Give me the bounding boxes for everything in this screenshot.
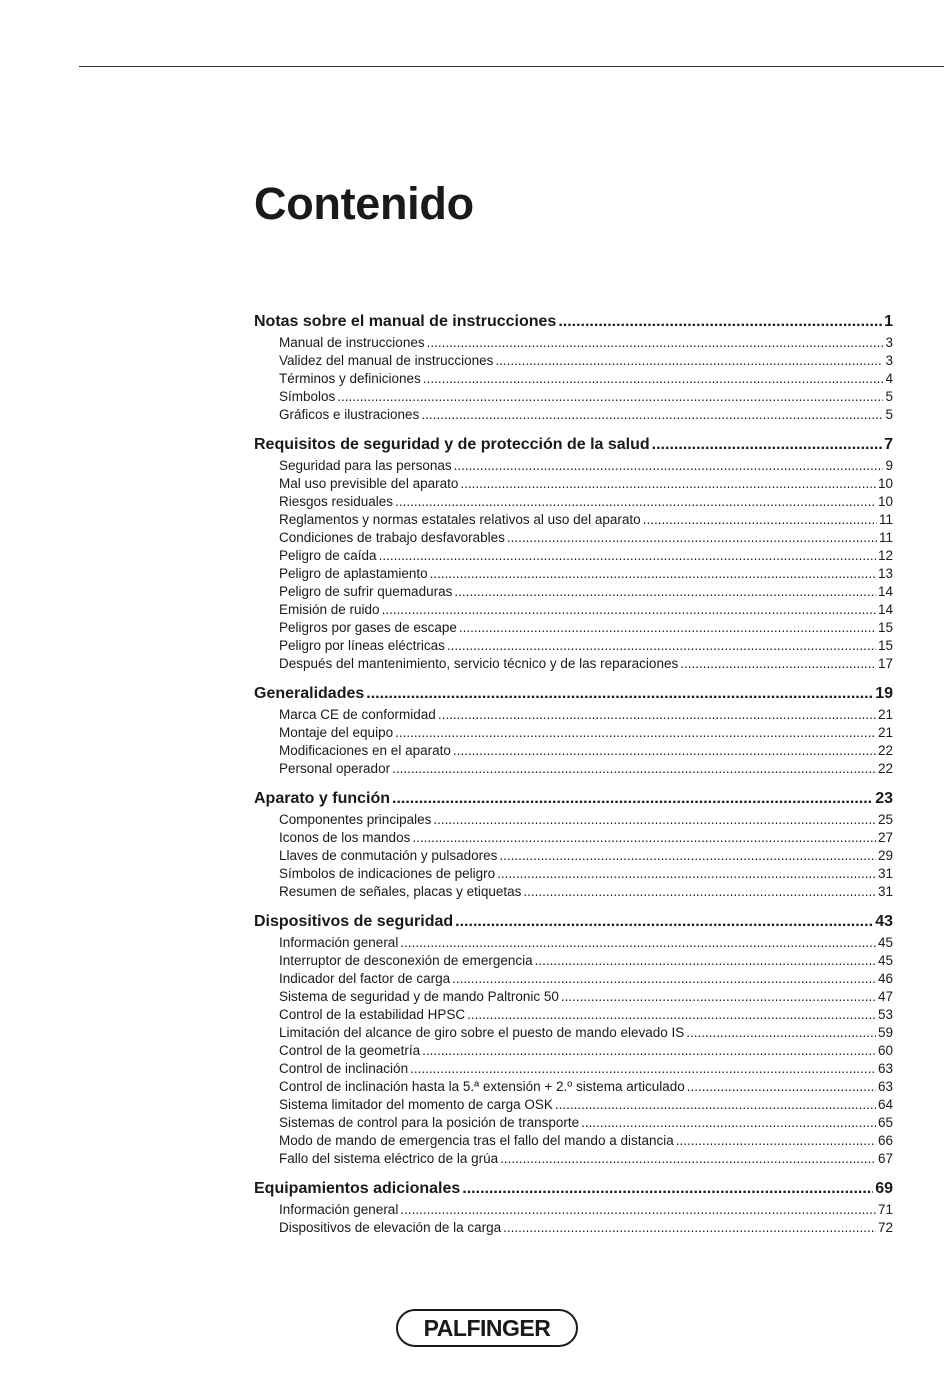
dot-leader	[676, 1133, 876, 1148]
toc-entry-title: Resumen de señales, placas y etiquetas	[279, 884, 522, 899]
toc-entry[interactable]	[254, 353, 893, 371]
toc-section	[254, 913, 893, 1169]
dot-leader	[561, 989, 876, 1004]
toc-entry-page: 15	[877, 638, 893, 653]
toc-chapter-title: Notas sobre el manual de instrucciones	[254, 313, 557, 330]
toc-entry-title: Información general	[279, 935, 399, 950]
toc-entry-page: 71	[877, 1202, 893, 1217]
toc-entry-page: 13	[877, 566, 893, 581]
toc-entry-page: 63	[877, 1061, 893, 1076]
dot-leader	[581, 1115, 876, 1130]
dot-leader	[460, 476, 876, 491]
toc-entry-page: 3	[885, 353, 893, 368]
toc-entry-page: 22	[877, 743, 893, 758]
toc-chapter[interactable]	[254, 436, 893, 458]
toc-entry-page: 59	[877, 1025, 893, 1040]
toc-entry[interactable]	[254, 602, 893, 620]
toc-entry[interactable]	[254, 1025, 893, 1043]
dot-leader	[503, 1220, 876, 1235]
toc-entry-title: Seguridad para las personas	[279, 458, 452, 473]
toc-chapter-page: 19	[875, 685, 893, 702]
dot-leader	[523, 884, 876, 899]
toc-entry-title: Peligro de aplastamiento	[279, 566, 428, 581]
toc-entry-title: Manual de instrucciones	[279, 335, 425, 350]
toc-entry-title: Peligro de caída	[279, 548, 377, 563]
dot-leader	[410, 1061, 876, 1076]
dot-leader	[382, 602, 876, 617]
toc-entry[interactable]	[254, 1007, 893, 1025]
dot-leader	[499, 848, 876, 863]
toc-entry-page: 11	[878, 512, 893, 527]
dot-leader	[447, 638, 876, 653]
dot-leader	[379, 548, 876, 563]
toc-entry-page: 10	[877, 494, 893, 509]
toc-entry-title: Iconos de los mandos	[279, 830, 411, 845]
toc-entry-page: 21	[877, 707, 893, 722]
toc-entry-page: 5	[885, 407, 893, 422]
toc-entry[interactable]	[254, 638, 893, 656]
toc-chapter-page: 43	[875, 913, 893, 930]
dot-leader	[427, 335, 884, 350]
toc-entry[interactable]	[254, 371, 893, 389]
toc-entry[interactable]	[254, 1061, 893, 1079]
toc-entry[interactable]	[254, 548, 893, 566]
toc-entry-page: 60	[877, 1043, 893, 1058]
toc-entry[interactable]	[254, 761, 893, 779]
dot-leader	[412, 830, 876, 845]
toc-entry-title: Fallo del sistema eléctrico de la grúa	[279, 1151, 499, 1166]
toc-entry[interactable]	[254, 1097, 893, 1115]
toc-entry-title: Modificaciones en el aparato	[279, 743, 451, 758]
toc-entry-page: 67	[877, 1151, 893, 1166]
dot-leader	[423, 371, 884, 386]
dot-leader	[430, 566, 876, 581]
toc-entry-page: 31	[877, 866, 893, 881]
toc-entry[interactable]	[254, 566, 893, 584]
toc-entry[interactable]	[254, 656, 893, 674]
toc-entry[interactable]	[254, 494, 893, 512]
toc-entry-title: Modo de mando de emergencia tras el fallo del mando a distancia	[279, 1133, 674, 1148]
dot-leader	[433, 812, 876, 827]
toc-entry-title: Reglamentos y normas estatales relativos al uso del aparato	[279, 512, 641, 527]
toc-entry-page: 25	[877, 812, 893, 827]
toc-entry[interactable]	[254, 1043, 893, 1061]
toc-entry[interactable]	[254, 389, 893, 407]
dot-leader	[467, 1007, 876, 1022]
toc-entry-page: 27	[877, 830, 893, 845]
toc-chapter-title: Generalidades	[254, 685, 365, 702]
toc-entry-title: Validez del manual de instrucciones	[279, 353, 494, 368]
dot-leader	[337, 389, 883, 404]
dot-leader	[535, 953, 876, 968]
toc-entry-page: 64	[877, 1097, 893, 1112]
table-of-contents	[254, 313, 893, 1249]
dot-leader	[454, 458, 884, 473]
top-rule	[79, 66, 944, 67]
toc-entry[interactable]	[254, 1079, 893, 1097]
toc-entry-title: Componentes principales	[279, 812, 432, 827]
toc-entry[interactable]	[254, 935, 893, 953]
toc-chapter-page: 7	[884, 436, 893, 453]
toc-entry-page: 14	[877, 602, 893, 617]
toc-entry-page: 9	[885, 458, 893, 473]
toc-entry-title: Mal uso previsible del aparato	[279, 476, 459, 491]
dot-leader	[558, 313, 882, 331]
toc-section	[254, 685, 893, 779]
toc-entry[interactable]	[254, 866, 893, 884]
dot-leader	[680, 656, 876, 671]
toc-entry[interactable]	[254, 620, 893, 638]
dot-leader	[455, 913, 873, 931]
dot-leader	[507, 530, 877, 545]
toc-entry[interactable]	[254, 458, 893, 476]
toc-chapter-page: 1	[884, 313, 893, 330]
palfinger-logo	[396, 1309, 578, 1347]
toc-entry[interactable]	[254, 407, 893, 425]
toc-entry[interactable]	[254, 1133, 893, 1151]
toc-entry-page: 14	[877, 584, 893, 599]
toc-chapter-title: Aparato y función	[254, 790, 391, 807]
dot-leader	[652, 436, 882, 454]
toc-section	[254, 790, 893, 902]
toc-entry[interactable]	[254, 743, 893, 761]
toc-entry-page: 5	[885, 389, 893, 404]
dot-leader	[392, 761, 876, 776]
toc-entry-title: Personal operador	[279, 761, 391, 776]
toc-entry-page: 31	[877, 884, 893, 899]
toc-entry-title: Limitación del alcance de giro sobre el puesto de mando elevado IS	[279, 1025, 685, 1040]
toc-chapter[interactable]	[254, 790, 893, 812]
dot-leader	[459, 620, 876, 635]
dot-leader	[395, 494, 876, 509]
dot-leader	[555, 1097, 876, 1112]
toc-chapter[interactable]	[254, 313, 893, 335]
dot-leader	[495, 353, 883, 368]
toc-entry-page: 11	[878, 530, 893, 545]
toc-entry[interactable]	[254, 848, 893, 866]
toc-entry[interactable]	[254, 1115, 893, 1133]
toc-entry[interactable]	[254, 953, 893, 971]
toc-entry-page: 46	[877, 971, 893, 986]
toc-entry[interactable]	[254, 989, 893, 1007]
toc-entry[interactable]	[254, 530, 893, 548]
toc-entry-title: Emisión de ruido	[279, 602, 380, 617]
toc-entry-title: Indicador del factor de carga	[279, 971, 451, 986]
toc-entry-page: 12	[877, 548, 893, 563]
toc-chapter-page: 69	[875, 1180, 893, 1197]
toc-entry[interactable]	[254, 512, 893, 530]
toc-entry-page: 29	[877, 848, 893, 863]
toc-entry-title: Información general	[279, 1202, 399, 1217]
dot-leader	[687, 1079, 876, 1094]
toc-entry[interactable]	[254, 725, 893, 743]
toc-entry-title: Gráficos e ilustraciones	[279, 407, 420, 422]
toc-entry-page: 3	[885, 335, 893, 350]
dot-leader	[392, 790, 873, 808]
toc-entry-page: 45	[877, 953, 893, 968]
toc-entry-title: Montaje del equipo	[279, 725, 394, 740]
toc-entry[interactable]	[254, 1151, 893, 1169]
dot-leader	[462, 1180, 873, 1198]
toc-entry-title: Riesgos residuales	[279, 494, 394, 509]
toc-entry-page: 15	[877, 620, 893, 635]
toc-entry-page: 45	[877, 935, 893, 950]
toc-entry-title: Marca CE de conformidad	[279, 707, 436, 722]
toc-entry-title: Llaves de conmutación y pulsadores	[279, 848, 498, 863]
toc-entry[interactable]	[254, 830, 893, 848]
toc-entry-page: 65	[877, 1115, 893, 1130]
toc-entry-title: Después del mantenimiento, servicio técnico y de las reparaciones	[279, 656, 679, 671]
toc-entry[interactable]	[254, 1202, 893, 1220]
dot-leader	[500, 1151, 876, 1166]
toc-chapter-title: Requisitos de seguridad y de protección de la salud	[254, 436, 650, 453]
toc-chapter-page: 23	[875, 790, 893, 807]
toc-section	[254, 1180, 893, 1238]
toc-entry[interactable]	[254, 884, 893, 902]
toc-entry-page: 63	[877, 1079, 893, 1094]
dot-leader	[454, 584, 876, 599]
toc-entry[interactable]	[254, 971, 893, 989]
toc-entry-page: 17	[877, 656, 893, 671]
toc-entry-title: Símbolos	[279, 389, 336, 404]
toc-entry[interactable]	[254, 476, 893, 494]
dot-leader	[400, 1202, 876, 1217]
toc-entry-title: Peligros por gases de escape	[279, 620, 457, 635]
dot-leader	[422, 1043, 876, 1058]
dot-leader	[400, 935, 876, 950]
toc-entry-title: Control de inclinación hasta la 5.ª extensión + 2.º sistema articulado	[279, 1079, 685, 1094]
toc-entry-page: 47	[877, 989, 893, 1004]
toc-entry-page: 72	[877, 1220, 893, 1235]
toc-entry-title: Sistemas de control para la posición de transporte	[279, 1115, 580, 1130]
dot-leader	[421, 407, 883, 422]
dot-leader	[643, 512, 877, 527]
toc-entry-title: Términos y definiciones	[279, 371, 421, 386]
toc-entry-title: Dispositivos de elevación de la carga	[279, 1220, 502, 1235]
toc-entry-title: Peligro por líneas eléctricas	[279, 638, 445, 653]
page-title: Contenido	[254, 178, 474, 229]
dot-leader	[497, 866, 876, 881]
toc-entry[interactable]	[254, 1220, 893, 1238]
dot-leader	[438, 707, 876, 722]
toc-entry-title: Control de la estabilidad HPSC	[279, 1007, 466, 1022]
toc-chapter-title: Dispositivos de seguridad	[254, 913, 454, 930]
toc-entry-page: 21	[877, 725, 893, 740]
toc-chapter-title: Equipamientos adicionales	[254, 1180, 461, 1197]
toc-chapter[interactable]	[254, 685, 893, 707]
toc-entry[interactable]	[254, 335, 893, 353]
toc-entry-page: 22	[877, 761, 893, 776]
logo-text: PALFINGER	[423, 1314, 551, 1341]
toc-entry-page: 10	[877, 476, 893, 491]
toc-entry-title: Control de inclinación	[279, 1061, 409, 1076]
dot-leader	[395, 725, 876, 740]
toc-section	[254, 436, 893, 674]
toc-entry-title: Condiciones de trabajo desfavorables	[279, 530, 505, 545]
toc-entry[interactable]	[254, 812, 893, 830]
dot-leader	[366, 685, 873, 703]
dot-leader	[686, 1025, 876, 1040]
dot-leader	[452, 971, 876, 986]
toc-chapter[interactable]	[254, 1180, 893, 1202]
toc-section	[254, 313, 893, 425]
toc-entry-page: 66	[877, 1133, 893, 1148]
toc-entry-title: Sistema de seguridad y de mando Paltronic 50	[279, 989, 559, 1004]
toc-entry[interactable]	[254, 707, 893, 725]
toc-entry-title: Interruptor de desconexión de emergencia	[279, 953, 533, 968]
toc-entry-page: 4	[885, 371, 893, 386]
toc-entry-page: 53	[877, 1007, 893, 1022]
dot-leader	[453, 743, 876, 758]
toc-chapter[interactable]	[254, 913, 893, 935]
toc-entry-title: Sistema limitador del momento de carga OSK	[279, 1097, 553, 1112]
toc-entry-title: Peligro de sufrir quemaduras	[279, 584, 453, 599]
toc-entry-title: Símbolos de indicaciones de peligro	[279, 866, 496, 881]
toc-entry[interactable]	[254, 584, 893, 602]
toc-entry-title: Control de la geometría	[279, 1043, 421, 1058]
